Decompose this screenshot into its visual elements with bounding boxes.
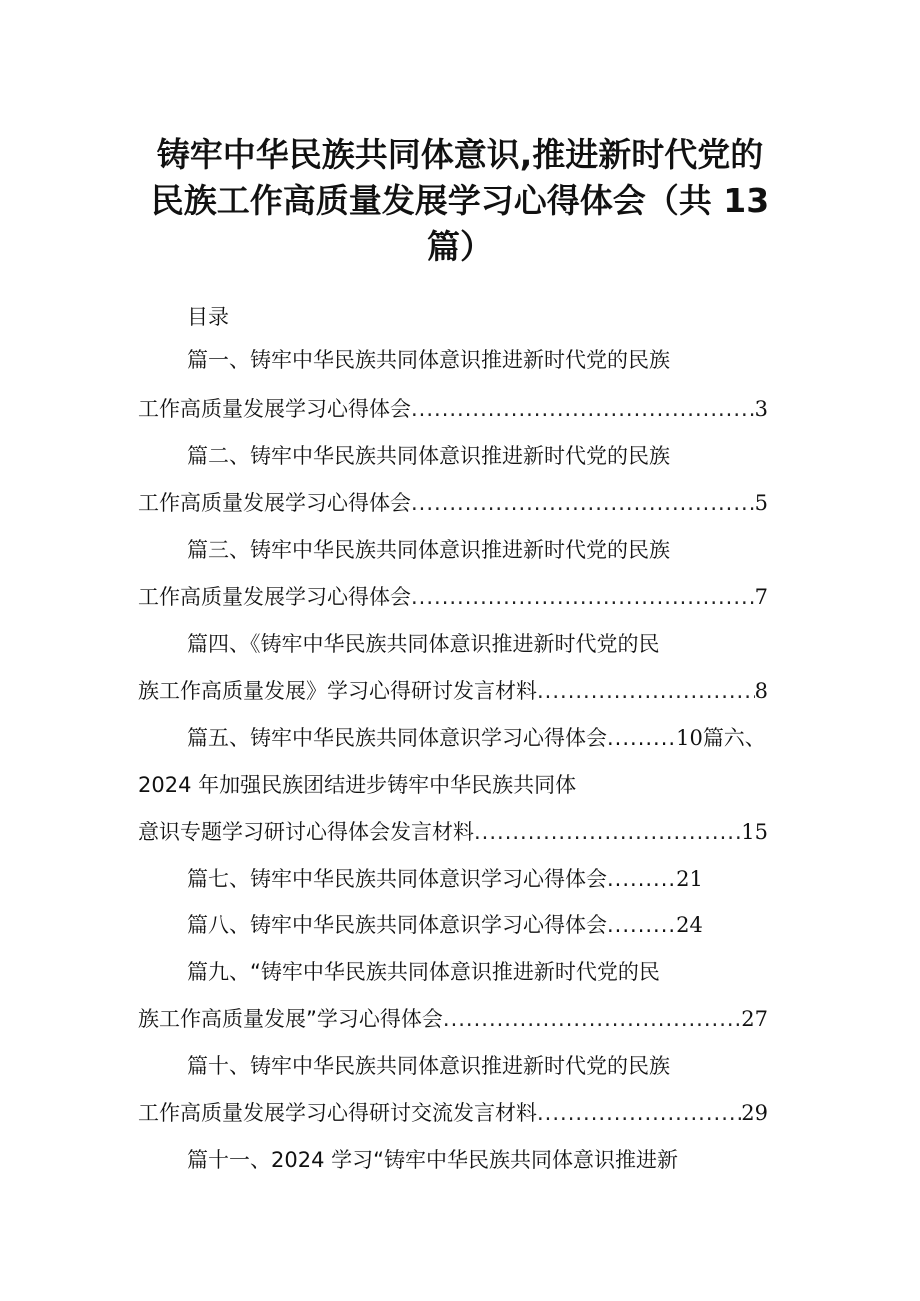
toc-item-5-page: 10 <box>676 726 703 750</box>
toc-item-2-line-2[interactable] <box>138 488 768 518</box>
toc-item-4-page: 8 <box>754 679 768 703</box>
toc-leader-dots: ......... <box>607 913 677 937</box>
toc-item-7-page: 21 <box>676 867 703 891</box>
toc-item-5-line-1[interactable] <box>187 723 766 753</box>
toc-item-1-text-2: 工作高质量发展学习心得体会 <box>138 397 411 421</box>
title-line-2: 民族工作高质量发展学习心得体会（共 13 <box>150 181 770 220</box>
toc-item-6-text-3: 意识专题学习研讨心得体会发言材料 <box>138 820 474 844</box>
toc-item-6-line-2[interactable] <box>138 770 576 800</box>
toc-item-4-text-2: 族工作高质量发展》学习心得研讨发言材料 <box>138 679 537 703</box>
toc-leader-dots: ......... <box>607 726 677 750</box>
title-line-3: 篇） <box>427 227 493 266</box>
toc-item-9-page: 27 <box>741 1007 768 1031</box>
toc-item-7-text-1: 篇七、铸牢中华民族共同体意识学习心得体会 <box>187 867 607 891</box>
toc-item-10-line-1[interactable] <box>187 1051 670 1081</box>
toc-item-2-text-2: 工作高质量发展学习心得体会 <box>138 491 411 515</box>
toc-item-10-page: 29 <box>741 1101 768 1125</box>
toc-item-6-text-2: 2024 年加强民族团结进步铸牢中华民族共同体 <box>138 773 577 797</box>
toc-item-6-label: 篇六、 <box>702 726 766 750</box>
toc-item-1-page: 3 <box>754 397 768 421</box>
toc-item-11-text-1: 篇十一、2024 学习“铸牢中华民族共同体意识推进新 <box>187 1148 678 1172</box>
toc-item-11-line-1[interactable] <box>187 1145 678 1175</box>
toc-item-9-text-1: 篇九、“铸牢中华民族共同体意识推进新时代党的民 <box>187 960 660 984</box>
toc-leader-dots <box>443 1004 741 1034</box>
toc-heading: 目录 <box>187 305 229 329</box>
toc-item-7-line-1[interactable] <box>187 864 703 894</box>
toc-item-4-text-1: 篇四、《铸牢中华民族共同体意识推进新时代党的民 <box>187 632 660 656</box>
toc-item-2-line-1[interactable] <box>187 441 670 471</box>
toc-item-3-text-1: 篇三、铸牢中华民族共同体意识推进新时代党的民族 <box>187 538 670 562</box>
toc-item-10-text-2: 工作高质量发展学习心得研讨交流发言材料 <box>138 1101 537 1125</box>
toc-item-9-text-2: 族工作高质量发展”学习心得体会 <box>138 1007 443 1031</box>
toc-item-5-text-1: 篇五、铸牢中华民族共同体意识学习心得体会 <box>187 726 607 750</box>
toc-leader-dots <box>411 394 755 424</box>
toc-item-10-line-2[interactable] <box>138 1098 768 1128</box>
toc-leader-dots <box>411 582 755 612</box>
toc-item-8-line-1[interactable] <box>187 910 703 940</box>
toc-item-1-line-1[interactable] <box>187 345 670 375</box>
toc-leader-dots: ......... <box>607 867 677 891</box>
title-line-1: 铸牢中华民族共同体意识,推进新时代党的 <box>156 135 764 174</box>
toc-item-3-page: 7 <box>754 585 768 609</box>
toc-item-4-line-2[interactable] <box>138 676 768 706</box>
toc-item-3-line-1[interactable] <box>187 535 670 565</box>
toc-item-2-page: 5 <box>754 491 768 515</box>
toc-item-9-line-2[interactable] <box>138 1004 768 1034</box>
toc-leader-dots <box>474 817 741 847</box>
toc-item-6-line-3[interactable] <box>138 817 768 847</box>
toc-item-8-text-1: 篇八、铸牢中华民族共同体意识学习心得体会 <box>187 913 607 937</box>
toc-item-2-text-1: 篇二、铸牢中华民族共同体意识推进新时代党的民族 <box>187 444 670 468</box>
toc-item-6-page: 15 <box>741 820 768 844</box>
toc-item-1-text-1: 篇一、铸牢中华民族共同体意识推进新时代党的民族 <box>187 348 670 372</box>
toc-leader-dots <box>537 676 755 706</box>
toc-item-10-text-1: 篇十、铸牢中华民族共同体意识推进新时代党的民族 <box>187 1054 670 1078</box>
toc-leader-dots <box>537 1098 741 1128</box>
toc-item-9-line-1[interactable] <box>187 957 660 987</box>
toc-item-8-page: 24 <box>676 913 703 937</box>
toc-item-4-line-1[interactable] <box>187 629 660 659</box>
document-title <box>100 132 820 270</box>
toc-item-1-line-2[interactable] <box>138 394 768 424</box>
toc-leader-dots <box>411 488 755 518</box>
toc-item-3-line-2[interactable] <box>138 582 768 612</box>
toc-item-3-text-2: 工作高质量发展学习心得体会 <box>138 585 411 609</box>
